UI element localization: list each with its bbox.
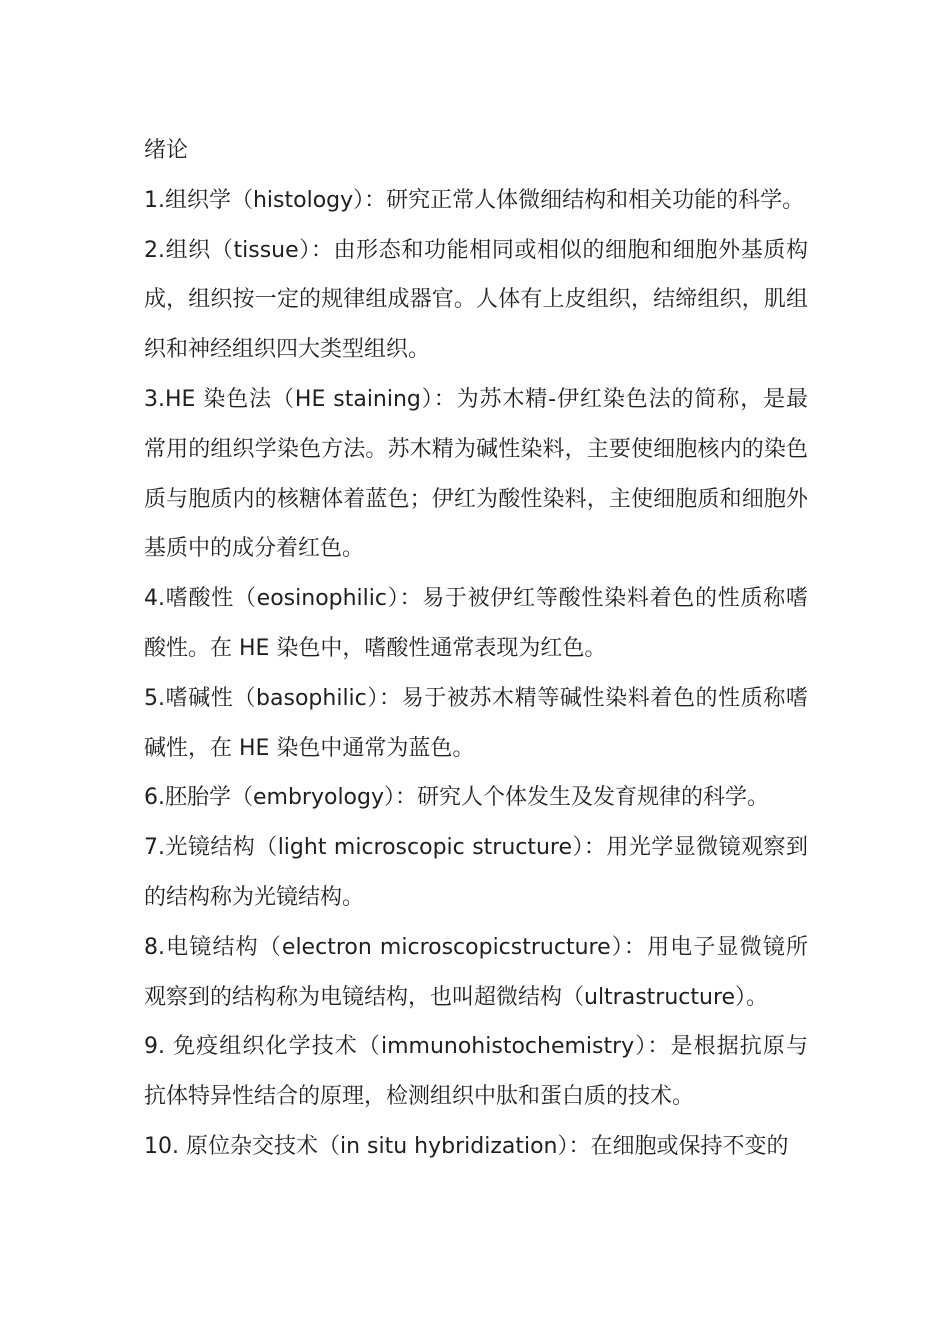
definition-light-microscopic-structure: 7.光镜结构（light microscopic structure）：用光学显微镜观察到的结构称为光镜结构。 [144,835,808,910]
definition-in-situ-hybridization: 10. 原位杂交技术（in situ hybridization）：在细胞或保持不变的 [144,1133,789,1159]
section-heading: 绪论 [144,138,189,163]
document-body [144,126,808,1172]
definition-eosinophilic: 4.嗜酸性（eosinophilic）：易于被伊红等酸性染料着色的性质称嗜酸性。在 HE 染色中，嗜酸性通常表现为红色。 [144,586,808,661]
definition-immunohistochemistry: 9. 免疫组织化学技术（immunohistochemistry）：是根据抗原与抗体特异性结合的原理，检测组织中肽和蛋白质的技术。 [144,1034,808,1110]
definition-histology: 1.组织学（histology）：研究正常人体微细结构和相关功能的科学。 [144,187,805,213]
definition-basophilic: 5.嗜碱性（basophilic）：易于被苏木精等碱性染料着色的性质称嗜碱性，在 HE 染色中通常为蓝色。 [144,685,808,761]
definition-electron-microscopic-structure: 8.电镜结构（electron microscopicstructure）：用电子显微镜所观察到的结构称为电镜结构，也叫超微结构（ultrastructure）。 [144,934,808,1010]
definition-he-staining: 3.HE 染色法（HE staining）：为苏木精-伊红染色法的简称，是最常用的组织学染色方法。苏木精为碱性染料，主要使细胞核内的染色质与胞质内的核糖体着蓝色；伊红为酸性染料，主使细胞质和细胞外基质中的成分着红色。 [144,386,808,562]
definition-tissue: 2.组织（tissue）：由形态和功能相同或相似的细胞和细胞外基质构成，组织按一定的规律组成器官。人体有上皮组织，结缔组织，肌组织和神经组织四大类型组织。 [144,237,808,363]
definition-embryology: 6.胚胎学（embryology）：研究人个体发生及发育规律的科学。 [144,785,770,811]
